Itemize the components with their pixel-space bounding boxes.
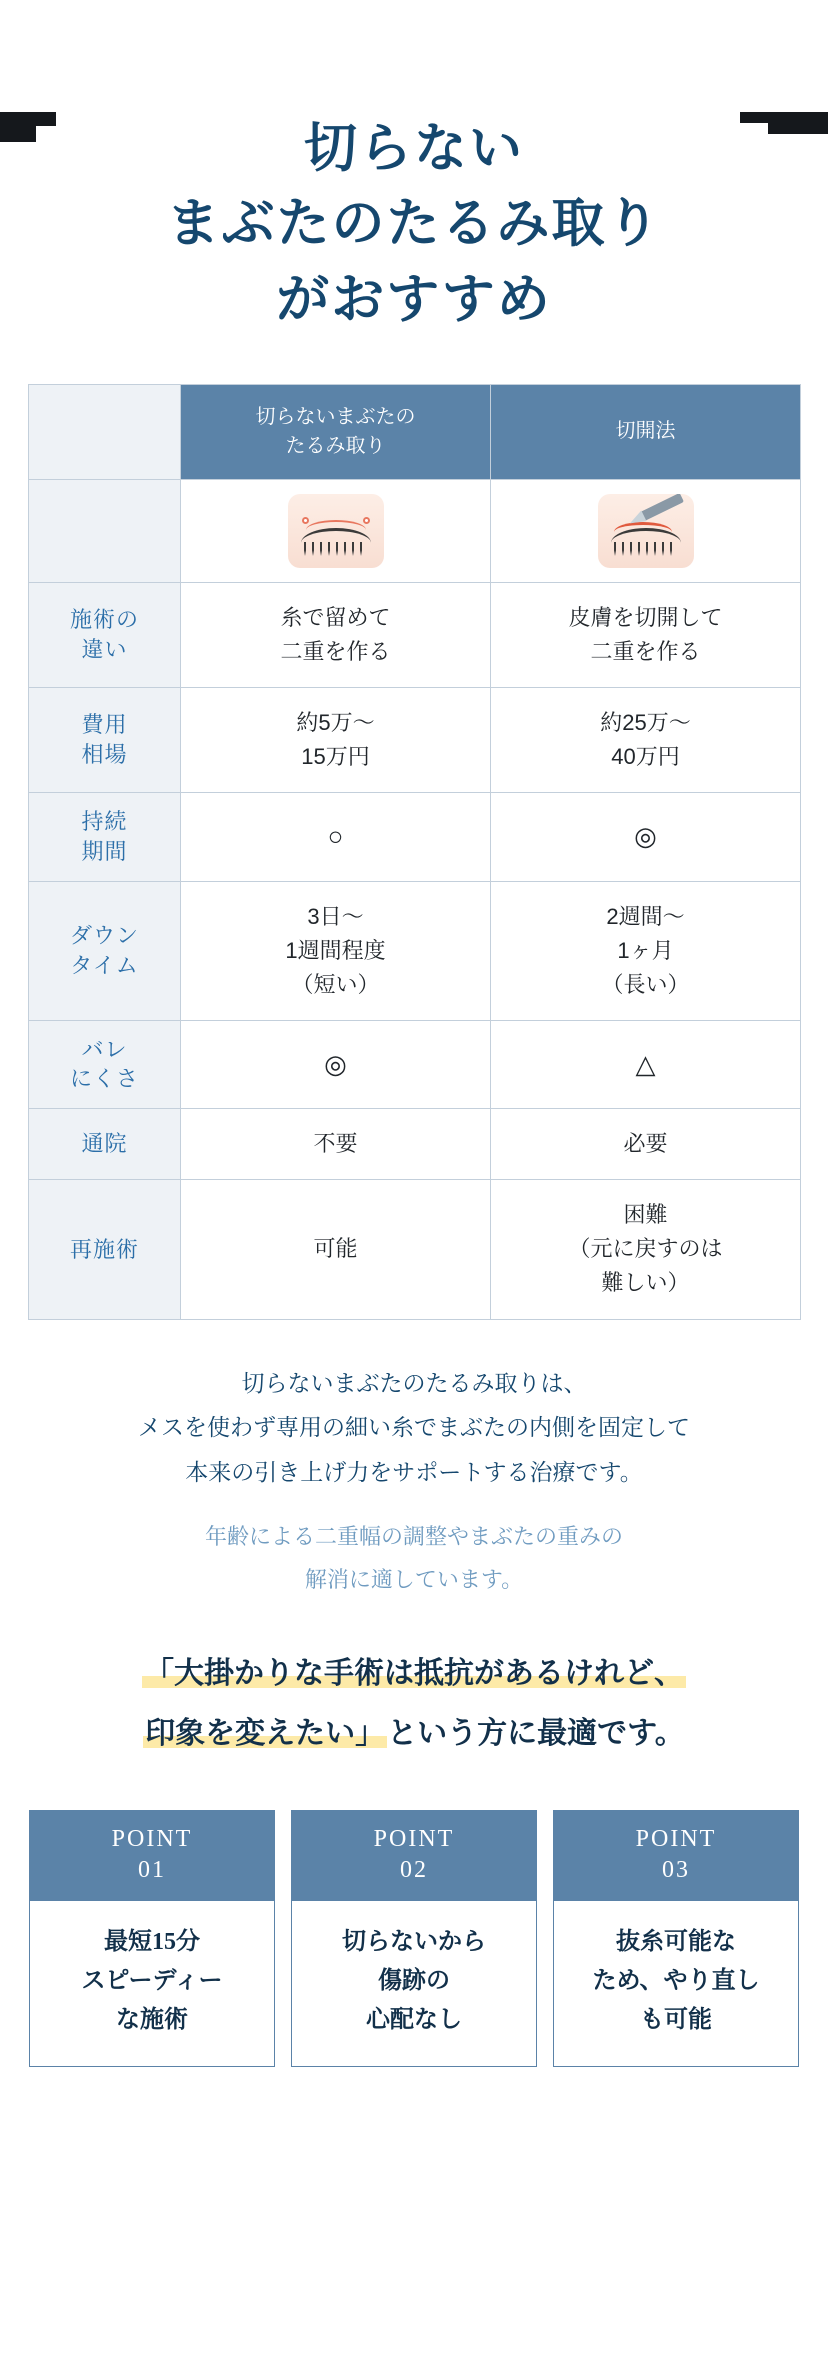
row-label-line1: 施術の — [69, 607, 139, 633]
table-row — [29, 1180, 801, 1319]
cell-line1: 糸で留めて — [280, 604, 391, 630]
cell-line1: 困難 — [623, 1202, 668, 1228]
cell-line2: 40万円 — [611, 744, 680, 770]
point-header-number: 01 — [138, 1857, 166, 1884]
point-body-line1: 最短15分 — [104, 1929, 200, 1956]
cell-line2: 二重を作る — [280, 638, 391, 664]
cell-image-no-cut — [181, 479, 491, 582]
point-body-line2: ため、やり直し — [592, 1968, 760, 1995]
header-blank — [29, 384, 181, 479]
row-label-line1: ダウン — [69, 922, 139, 948]
title-line-3: がおすすめ — [276, 270, 552, 329]
cell-line3: （長い） — [601, 971, 690, 997]
eyelash — [304, 542, 368, 556]
row-label-line1: 費用 — [81, 712, 128, 738]
row-label-line1: バレ — [81, 1036, 128, 1062]
point-header-03 — [554, 1811, 798, 1901]
row-label-line2: にくさ — [69, 1066, 139, 1092]
point-card-01 — [29, 1810, 275, 2067]
point-header-label: POINT — [111, 1825, 193, 1852]
header-col1-line2: たるみ取り — [285, 434, 386, 457]
cell-line1: 約25万〜 — [600, 709, 691, 735]
cell-image-incision — [491, 479, 801, 582]
point-header-label: POINT — [635, 1825, 717, 1852]
comparison-table — [28, 384, 801, 1320]
cell-discretion-incision: △ — [491, 1020, 801, 1108]
table-row — [29, 1109, 801, 1180]
page-content — [0, 112, 828, 2075]
cell-line1: 約5万〜 — [296, 709, 375, 735]
cell-line1: 3日〜 — [307, 903, 364, 929]
header-col-incision: 切開法 — [491, 384, 801, 479]
table-row — [29, 582, 801, 687]
row-label-line2: 違い — [81, 636, 128, 662]
thread-dot-left — [302, 517, 309, 524]
cell-redo-incision — [491, 1180, 801, 1319]
point-body-line1: 抜糸可能な — [616, 1929, 736, 1956]
sub-line-1: 年齢による二重幅の調整やまぶたの重みの — [204, 1524, 623, 1550]
row-label-visits: 通院 — [29, 1109, 181, 1180]
point-body-line3: も可能 — [640, 2006, 712, 2033]
point-body-02 — [292, 1901, 536, 2066]
point-header-01 — [30, 1811, 274, 1901]
highlight-plain-text-2: という方に最適です。 — [387, 1716, 685, 1750]
cell-visits-incision: 必要 — [491, 1109, 801, 1180]
point-body-01 — [30, 1901, 274, 2066]
point-header-number: 03 — [662, 1857, 690, 1884]
row-label-discretion — [29, 1020, 181, 1108]
point-header-02 — [292, 1811, 536, 1901]
table-header-row — [29, 384, 801, 479]
row-label-line1: 持続 — [81, 809, 128, 835]
cell-line2: 15万円 — [301, 744, 370, 770]
eye-thread-icon — [288, 494, 384, 568]
lead-line-3: 本来の引き上げ力をサポートする治療です。 — [185, 1460, 643, 1486]
cell-visits-no-cut: 不要 — [181, 1109, 491, 1180]
cell-cost-incision — [491, 687, 801, 792]
header-col1-line1: 切らないまぶたの — [255, 405, 416, 428]
highlight-line-2 — [28, 1704, 800, 1764]
row-label-method — [29, 582, 181, 687]
cell-line3: 難しい） — [601, 1270, 690, 1296]
cell-line2: 二重を作る — [590, 638, 701, 664]
cell-discretion-no-cut: ◎ — [181, 1020, 491, 1108]
cell-method-incision — [491, 582, 801, 687]
highlight-marked-text-1: 「大掛かりな手術は抵抗があるけれど、 — [144, 1656, 684, 1690]
point-card-03 — [553, 1810, 799, 2067]
thread-dot-right — [363, 517, 370, 524]
table-row — [29, 793, 801, 881]
row-label-line2: タイム — [70, 952, 139, 978]
points-list — [28, 1810, 800, 2075]
cell-line3: （短い） — [291, 971, 380, 997]
table-row — [29, 881, 801, 1020]
eye-scalpel-icon — [598, 494, 694, 568]
title-line-1: 切らない — [304, 120, 524, 178]
table-body — [29, 479, 801, 1319]
row-label-line2: 期間 — [81, 838, 128, 864]
cell-line2: 1ヶ月 — [617, 937, 674, 963]
table-row — [29, 1020, 801, 1108]
point-body-03 — [554, 1901, 798, 2066]
row-label-downtime — [29, 881, 181, 1020]
header-col-no-cut — [181, 384, 491, 479]
point-header-number: 02 — [400, 1857, 428, 1884]
title-line-2: まぶたのたるみ取り — [166, 195, 662, 254]
cell-downtime-incision — [491, 881, 801, 1020]
highlight-marked-text-2: 印象を変えたい」 — [145, 1716, 386, 1750]
sub-line-2: 解消に適しています。 — [304, 1566, 524, 1592]
eyelash — [614, 542, 678, 556]
point-header-label: POINT — [373, 1825, 455, 1852]
page-title — [28, 112, 800, 338]
lead-paragraph — [28, 1362, 800, 1497]
row-label-cost — [29, 687, 181, 792]
cell-redo-no-cut: 可能 — [181, 1180, 491, 1319]
cell-downtime-no-cut — [181, 881, 491, 1020]
row-label-line2: 相場 — [81, 742, 128, 768]
table-row — [29, 479, 801, 582]
cell-line2: （元に戻すのは — [568, 1236, 723, 1262]
cell-line1: 2週間〜 — [606, 903, 685, 929]
point-body-line3: な施術 — [116, 2006, 188, 2033]
row-label-duration — [29, 793, 181, 881]
highlight-line-1 — [28, 1644, 800, 1704]
table-row — [29, 687, 801, 792]
row-label-image — [29, 479, 181, 582]
lead-line-2: メスを使わず専用の細い糸でまぶたの内側を固定して — [138, 1415, 690, 1441]
cell-line2: 1週間程度 — [285, 937, 386, 963]
point-body-line2: スピーディー — [81, 1968, 223, 1995]
comparison-table-wrapper — [28, 384, 800, 1320]
point-body-line1: 切らないから — [342, 1929, 486, 1956]
point-body-line3: 心配なし — [366, 2006, 462, 2033]
sub-paragraph — [28, 1516, 800, 1602]
cell-cost-no-cut — [181, 687, 491, 792]
cell-duration-incision: ◎ — [491, 793, 801, 881]
cell-duration-no-cut: ○ — [181, 793, 491, 881]
cell-method-no-cut — [181, 582, 491, 687]
scalpel-icon — [640, 494, 684, 521]
point-body-line2: 傷跡の — [378, 1968, 450, 1995]
cell-line1: 皮膚を切開して — [568, 604, 723, 630]
lead-line-1: 切らないまぶたのたるみ取りは、 — [241, 1370, 587, 1396]
highlight-statement — [28, 1644, 800, 1764]
row-label-redo: 再施術 — [29, 1180, 181, 1319]
point-card-02 — [291, 1810, 537, 2067]
table-header — [29, 384, 801, 479]
